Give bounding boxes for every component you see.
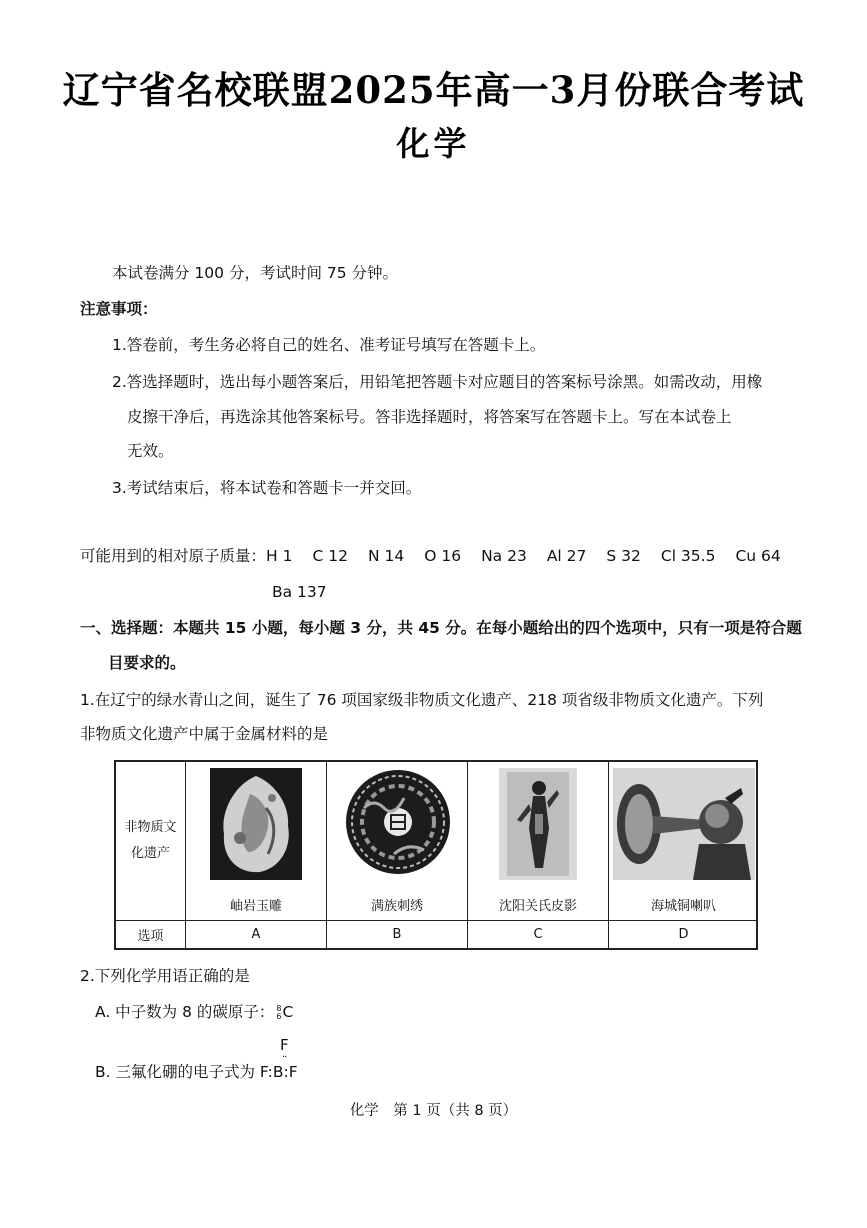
lewis-dots: ·· xyxy=(282,1052,287,1063)
row-header-line: 非物质文 xyxy=(124,820,177,835)
table-cell-shadow-puppet xyxy=(468,762,609,920)
option-cell: C xyxy=(468,920,609,948)
subject-title: 化学 xyxy=(396,124,471,163)
notice-item-2-line1: 2.答选择题时，选出每小题答案后，用铅笔把答题卡对应题目的答案标号涂黑。如需改动，用橡 xyxy=(112,373,763,391)
option-cell: A xyxy=(186,920,327,948)
item-label: 满族刺绣 xyxy=(370,899,423,914)
mass-number: 8 xyxy=(276,1003,282,1013)
heritage-table xyxy=(114,760,758,950)
atomic-mass-item: N 14 xyxy=(367,547,405,565)
atomic-mass-last: Ba 137 xyxy=(272,583,327,601)
option-cell: B xyxy=(327,920,468,948)
lewis-top-atom: F xyxy=(280,1036,289,1054)
atomic-mass-item: Na 23 xyxy=(481,547,527,565)
row-header-line: 化遗产 xyxy=(130,846,170,861)
notice-item-3: 3.考试结束后，将本试卷和答题卡一并交回。 xyxy=(112,479,422,497)
item-label: 沈阳关氏皮影 xyxy=(498,899,577,914)
notice-item-2-line2: 皮擦干净后，再选涂其他答案标号。答非选择题时，将答案写在答题卡上。写在本试卷上 xyxy=(127,408,732,426)
item-label: 海城铜喇叭 xyxy=(650,899,716,914)
item-label: 岫岩玉雕 xyxy=(229,899,282,914)
isotope-notation xyxy=(276,1005,281,1021)
question-2-option-b xyxy=(95,1061,298,1083)
atomic-mass-item: O 16 xyxy=(424,547,462,565)
atomic-mass-item: H 1 xyxy=(266,547,293,565)
question-2-stem: 2.下列化学用语正确的是 xyxy=(80,967,250,985)
question-1-stem-line1: 1.在辽宁的绿水青山之间，诞生了 76 项国家级非物质文化遗产、218 项省级非物质文化遗产。下列 xyxy=(80,691,764,709)
notice-title: 注意事项： xyxy=(80,300,158,318)
table-cell-jade xyxy=(186,762,327,920)
embroidery-image xyxy=(344,768,452,876)
option-b-text: B. 三氟化硼的电子式为 xyxy=(95,1063,260,1081)
option-a-text: A. 中子数为 8 的碳原子： xyxy=(95,1003,275,1021)
table-cell-embroidery xyxy=(327,762,468,920)
atomic-mass-item: Al 27 xyxy=(546,547,587,565)
copper-horn-image xyxy=(613,768,755,880)
jade-carving-image xyxy=(210,768,302,880)
lewis-formula: F:B:F xyxy=(259,1063,298,1081)
element-symbol: C xyxy=(282,1003,294,1021)
atomic-mass-item: Cl 35.5 xyxy=(660,547,716,565)
notice-item-2-line3: 无效。 xyxy=(127,442,174,460)
section-heading-line1: 一、选择题：本题共 15 小题，每小题 3 分，共 45 分。在每小题给出的四个选项中，只有一项是符合题 xyxy=(80,619,802,637)
page-footer: 化学 第 1 页（共 8 页） xyxy=(349,1103,518,1119)
atomic-mass-item: Cu 64 xyxy=(735,547,781,565)
table-cell-copper-horn xyxy=(609,762,758,920)
atomic-mass-item: S 32 xyxy=(606,547,641,565)
atomic-number: 6 xyxy=(276,1011,282,1021)
shadow-puppet-image xyxy=(499,768,577,880)
notice-item-1: 1.答卷前，考生务必将自己的姓名、准考证号填写在答题卡上。 xyxy=(112,336,546,354)
row-header-option: 选项 xyxy=(116,920,186,948)
question-1-stem-line2: 非物质文化遗产中属于金属材料的是 xyxy=(80,725,329,743)
score-time-text: 本试卷满分 100 分，考试时间 75 分钟。 xyxy=(112,264,399,282)
row-header-heritage xyxy=(116,762,186,920)
atomic-mass-label: 可能用到的相对原子质量： xyxy=(80,547,267,565)
option-cell: D xyxy=(678,926,689,942)
question-2-option-a xyxy=(95,1001,293,1023)
atomic-mass-line xyxy=(80,545,801,567)
page-title: 辽宁省名校联盟2025年高一3月份联合考试 xyxy=(62,68,805,112)
atomic-mass-item: C 12 xyxy=(312,547,348,565)
section-heading-line2: 目要求的。 xyxy=(108,654,186,672)
